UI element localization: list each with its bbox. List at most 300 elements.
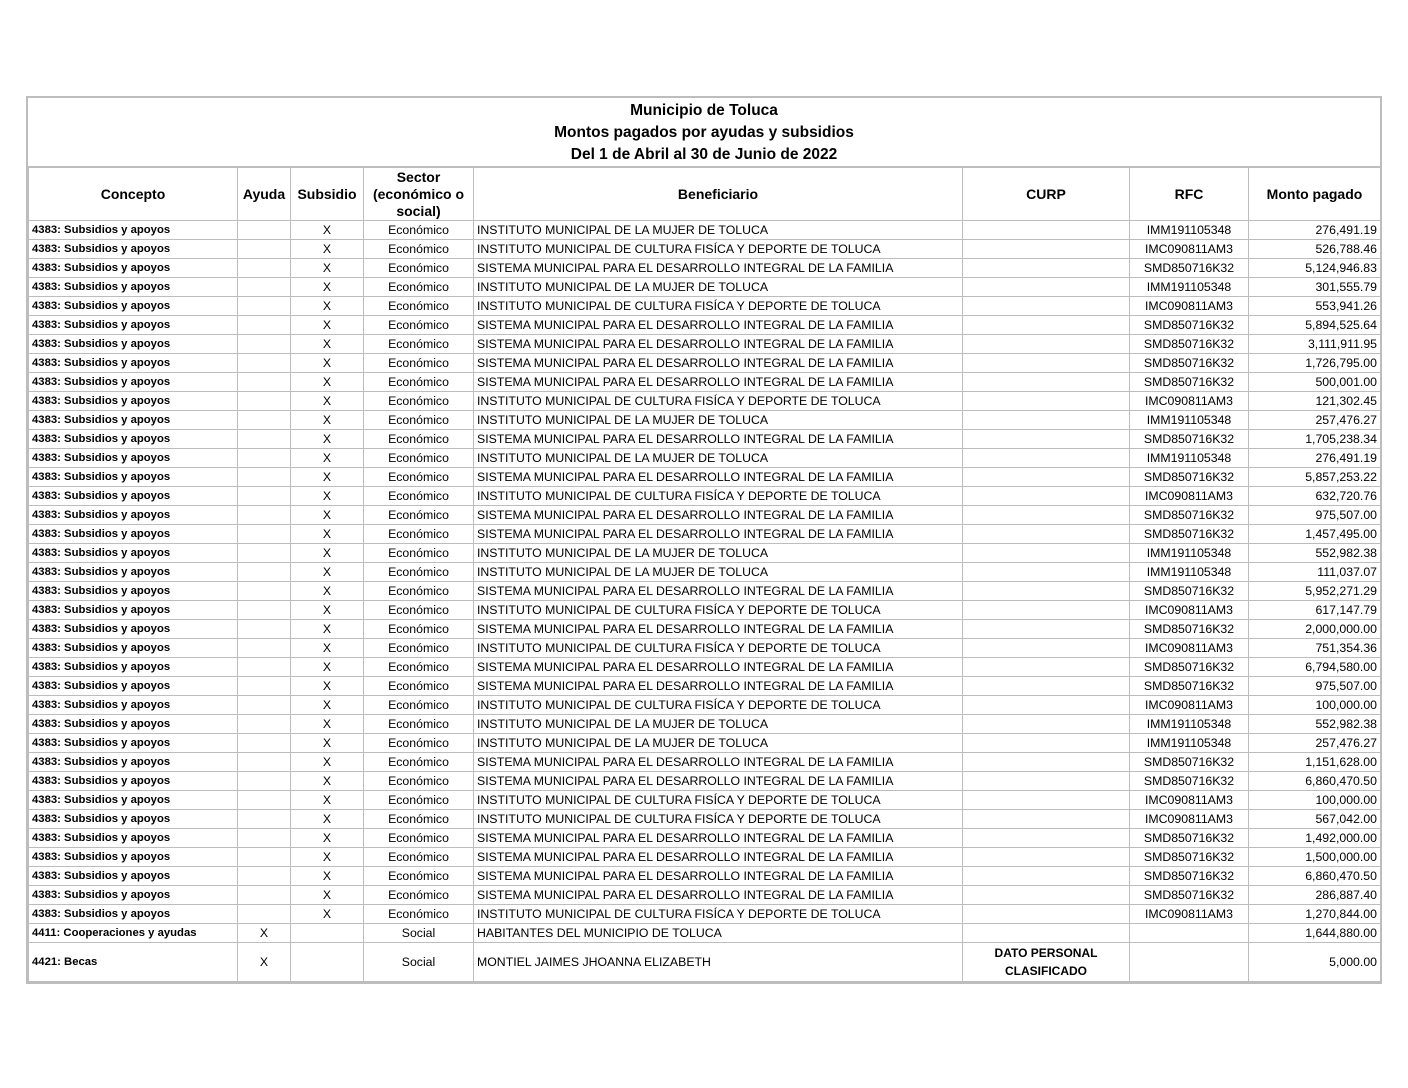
cell-monto: 751,354.36 xyxy=(1249,639,1381,658)
cell-monto: 3,111,911.95 xyxy=(1249,335,1381,354)
cell-rfc: IMM191105348 xyxy=(1130,715,1249,734)
cell-rfc: IMM191105348 xyxy=(1130,411,1249,430)
cell-curp xyxy=(963,677,1130,696)
cell-curp xyxy=(963,582,1130,601)
cell-rfc: IMC090811AM3 xyxy=(1130,905,1249,924)
cell-rfc: SMD850716K32 xyxy=(1130,867,1249,886)
cell-subsidio: X xyxy=(291,411,364,430)
cell-subsidio: X xyxy=(291,544,364,563)
cell-subsidio: X xyxy=(291,221,364,240)
cell-monto: 100,000.00 xyxy=(1249,791,1381,810)
table-row xyxy=(29,791,1381,810)
table-row xyxy=(29,601,1381,620)
cell-curp xyxy=(963,658,1130,677)
cell-rfc: IMM191105348 xyxy=(1130,221,1249,240)
cell-ayuda xyxy=(238,886,291,905)
cell-rfc: SMD850716K32 xyxy=(1130,354,1249,373)
cell-beneficiario: SISTEMA MUNICIPAL PARA EL DESARROLLO INTEGRAL DE LA FAMILIA xyxy=(474,582,963,601)
cell-beneficiario: SISTEMA MUNICIPAL PARA EL DESARROLLO INTEGRAL DE LA FAMILIA xyxy=(474,677,963,696)
cell-curp xyxy=(963,848,1130,867)
cell-curp xyxy=(963,373,1130,392)
cell-monto: 5,000.00 xyxy=(1249,943,1381,982)
cell-curp xyxy=(963,525,1130,544)
cell-subsidio: X xyxy=(291,316,364,335)
cell-rfc: IMC090811AM3 xyxy=(1130,240,1249,259)
cell-sector: Económico xyxy=(364,316,474,335)
cell-rfc: SMD850716K32 xyxy=(1130,582,1249,601)
cell-sector: Económico xyxy=(364,905,474,924)
cell-curp xyxy=(963,544,1130,563)
cell-sector: Económico xyxy=(364,259,474,278)
cell-sector: Económico xyxy=(364,734,474,753)
cell-ayuda xyxy=(238,867,291,886)
cell-ayuda xyxy=(238,240,291,259)
cell-rfc: SMD850716K32 xyxy=(1130,259,1249,278)
cell-monto: 553,941.26 xyxy=(1249,297,1381,316)
cell-monto: 975,507.00 xyxy=(1249,677,1381,696)
cell-rfc: SMD850716K32 xyxy=(1130,335,1249,354)
cell-ayuda xyxy=(238,829,291,848)
cell-subsidio: X xyxy=(291,335,364,354)
cell-concepto: 4383: Subsidios y apoyos xyxy=(29,468,238,487)
cell-beneficiario: SISTEMA MUNICIPAL PARA EL DESARROLLO INTEGRAL DE LA FAMILIA xyxy=(474,772,963,791)
cell-beneficiario: INSTITUTO MUNICIPAL DE LA MUJER DE TOLUCA xyxy=(474,221,963,240)
cell-subsidio: X xyxy=(291,620,364,639)
col-header-rfc: RFC xyxy=(1130,168,1249,221)
cell-sector: Económico xyxy=(364,430,474,449)
cell-subsidio xyxy=(291,924,364,943)
cell-concepto: 4383: Subsidios y apoyos xyxy=(29,829,238,848)
cell-concepto: 4383: Subsidios y apoyos xyxy=(29,734,238,753)
cell-ayuda xyxy=(238,715,291,734)
cell-ayuda xyxy=(238,506,291,525)
cell-rfc: SMD850716K32 xyxy=(1130,620,1249,639)
cell-subsidio: X xyxy=(291,848,364,867)
cell-sector: Social xyxy=(364,924,474,943)
cell-concepto: 4421: Becas xyxy=(29,943,238,982)
cell-subsidio: X xyxy=(291,392,364,411)
cell-subsidio: X xyxy=(291,658,364,677)
cell-beneficiario: INSTITUTO MUNICIPAL DE CULTURA FISÍCA Y DEPORTE DE TOLUCA xyxy=(474,905,963,924)
cell-rfc xyxy=(1130,924,1249,943)
table-row xyxy=(29,468,1381,487)
cell-ayuda: X xyxy=(238,924,291,943)
cell-monto: 567,042.00 xyxy=(1249,810,1381,829)
cell-ayuda xyxy=(238,677,291,696)
cell-concepto: 4411: Cooperaciones y ayudas xyxy=(29,924,238,943)
cell-beneficiario: INSTITUTO MUNICIPAL DE LA MUJER DE TOLUCA xyxy=(474,544,963,563)
table-row xyxy=(29,525,1381,544)
cell-sector: Económico xyxy=(364,297,474,316)
cell-rfc: IMC090811AM3 xyxy=(1130,487,1249,506)
cell-curp xyxy=(963,506,1130,525)
table-header-row xyxy=(29,168,1381,221)
table-row xyxy=(29,753,1381,772)
table-row xyxy=(29,335,1381,354)
col-header-ayuda: Ayuda xyxy=(238,168,291,221)
table-row xyxy=(29,734,1381,753)
cell-rfc xyxy=(1130,943,1249,982)
cell-ayuda xyxy=(238,905,291,924)
cell-sector: Económico xyxy=(364,582,474,601)
cell-rfc: IMC090811AM3 xyxy=(1130,601,1249,620)
table-row xyxy=(29,620,1381,639)
cell-sector: Económico xyxy=(364,468,474,487)
cell-beneficiario: SISTEMA MUNICIPAL PARA EL DESARROLLO INTEGRAL DE LA FAMILIA xyxy=(474,373,963,392)
cell-curp xyxy=(963,278,1130,297)
cell-monto: 111,037.07 xyxy=(1249,563,1381,582)
table-row xyxy=(29,810,1381,829)
cell-concepto: 4383: Subsidios y apoyos xyxy=(29,297,238,316)
table-row xyxy=(29,316,1381,335)
cell-monto: 257,476.27 xyxy=(1249,411,1381,430)
cell-monto: 286,887.40 xyxy=(1249,886,1381,905)
cell-sector: Económico xyxy=(364,677,474,696)
cell-rfc: SMD850716K32 xyxy=(1130,886,1249,905)
cell-rfc: SMD850716K32 xyxy=(1130,772,1249,791)
cell-ayuda xyxy=(238,639,291,658)
cell-ayuda xyxy=(238,354,291,373)
cell-rfc: SMD850716K32 xyxy=(1130,658,1249,677)
cell-beneficiario: INSTITUTO MUNICIPAL DE CULTURA FISÍCA Y DEPORTE DE TOLUCA xyxy=(474,601,963,620)
table-row xyxy=(29,677,1381,696)
cell-subsidio: X xyxy=(291,278,364,297)
cell-subsidio: X xyxy=(291,715,364,734)
cell-subsidio: X xyxy=(291,791,364,810)
cell-ayuda xyxy=(238,430,291,449)
cell-beneficiario: SISTEMA MUNICIPAL PARA EL DESARROLLO INTEGRAL DE LA FAMILIA xyxy=(474,867,963,886)
cell-beneficiario: INSTITUTO MUNICIPAL DE CULTURA FISÍCA Y DEPORTE DE TOLUCA xyxy=(474,392,963,411)
cell-concepto: 4383: Subsidios y apoyos xyxy=(29,772,238,791)
cell-curp xyxy=(963,772,1130,791)
cell-beneficiario: INSTITUTO MUNICIPAL DE LA MUJER DE TOLUCA xyxy=(474,278,963,297)
cell-sector: Económico xyxy=(364,772,474,791)
cell-monto: 5,894,525.64 xyxy=(1249,316,1381,335)
cell-concepto: 4383: Subsidios y apoyos xyxy=(29,221,238,240)
cell-sector: Social xyxy=(364,943,474,982)
cell-ayuda xyxy=(238,563,291,582)
cell-sector: Económico xyxy=(364,601,474,620)
cell-monto: 632,720.76 xyxy=(1249,487,1381,506)
cell-ayuda xyxy=(238,544,291,563)
cell-monto: 6,860,470.50 xyxy=(1249,772,1381,791)
cell-monto: 2,000,000.00 xyxy=(1249,620,1381,639)
cell-ayuda xyxy=(238,297,291,316)
cell-rfc: SMD850716K32 xyxy=(1130,525,1249,544)
cell-concepto: 4383: Subsidios y apoyos xyxy=(29,848,238,867)
cell-curp xyxy=(963,810,1130,829)
cell-rfc: SMD850716K32 xyxy=(1130,848,1249,867)
cell-beneficiario: INSTITUTO MUNICIPAL DE LA MUJER DE TOLUCA xyxy=(474,411,963,430)
cell-concepto: 4383: Subsidios y apoyos xyxy=(29,563,238,582)
cell-curp xyxy=(963,734,1130,753)
cell-monto: 301,555.79 xyxy=(1249,278,1381,297)
report-sheet xyxy=(26,96,1382,984)
cell-beneficiario: SISTEMA MUNICIPAL PARA EL DESARROLLO INTEGRAL DE LA FAMILIA xyxy=(474,658,963,677)
table-row xyxy=(29,297,1381,316)
cell-monto: 552,982.38 xyxy=(1249,544,1381,563)
cell-curp xyxy=(963,753,1130,772)
cell-ayuda xyxy=(238,772,291,791)
cell-sector: Económico xyxy=(364,525,474,544)
cell-ayuda xyxy=(238,221,291,240)
cell-rfc: IMC090811AM3 xyxy=(1130,392,1249,411)
cell-curp xyxy=(963,563,1130,582)
cell-sector: Económico xyxy=(364,810,474,829)
cell-concepto: 4383: Subsidios y apoyos xyxy=(29,677,238,696)
cell-ayuda xyxy=(238,791,291,810)
cell-beneficiario: SISTEMA MUNICIPAL PARA EL DESARROLLO INTEGRAL DE LA FAMILIA xyxy=(474,829,963,848)
cell-concepto: 4383: Subsidios y apoyos xyxy=(29,791,238,810)
cell-monto: 1,726,795.00 xyxy=(1249,354,1381,373)
cell-beneficiario: SISTEMA MUNICIPAL PARA EL DESARROLLO INTEGRAL DE LA FAMILIA xyxy=(474,259,963,278)
cell-beneficiario: SISTEMA MUNICIPAL PARA EL DESARROLLO INTEGRAL DE LA FAMILIA xyxy=(474,886,963,905)
cell-ayuda xyxy=(238,392,291,411)
cell-ayuda xyxy=(238,373,291,392)
payments-table xyxy=(28,167,1381,982)
cell-curp xyxy=(963,240,1130,259)
cell-monto: 500,001.00 xyxy=(1249,373,1381,392)
cell-subsidio: X xyxy=(291,259,364,278)
cell-monto: 121,302.45 xyxy=(1249,392,1381,411)
cell-beneficiario: MONTIEL JAIMES JHOANNA ELIZABETH xyxy=(474,943,963,982)
cell-concepto: 4383: Subsidios y apoyos xyxy=(29,601,238,620)
cell-concepto: 4383: Subsidios y apoyos xyxy=(29,905,238,924)
cell-rfc: IMC090811AM3 xyxy=(1130,791,1249,810)
cell-concepto: 4383: Subsidios y apoyos xyxy=(29,354,238,373)
cell-ayuda xyxy=(238,468,291,487)
cell-curp xyxy=(963,259,1130,278)
cell-ayuda xyxy=(238,411,291,430)
cell-monto: 276,491.19 xyxy=(1249,449,1381,468)
cell-subsidio: X xyxy=(291,487,364,506)
cell-rfc: IMC090811AM3 xyxy=(1130,297,1249,316)
cell-concepto: 4383: Subsidios y apoyos xyxy=(29,810,238,829)
cell-sector: Económico xyxy=(364,240,474,259)
cell-beneficiario: INSTITUTO MUNICIPAL DE LA MUJER DE TOLUCA xyxy=(474,715,963,734)
cell-monto: 100,000.00 xyxy=(1249,696,1381,715)
cell-monto: 617,147.79 xyxy=(1249,601,1381,620)
cell-curp xyxy=(963,354,1130,373)
cell-sector: Económico xyxy=(364,506,474,525)
cell-rfc: SMD850716K32 xyxy=(1130,468,1249,487)
cell-subsidio: X xyxy=(291,506,364,525)
cell-curp xyxy=(963,411,1130,430)
cell-concepto: 4383: Subsidios y apoyos xyxy=(29,867,238,886)
cell-concepto: 4383: Subsidios y apoyos xyxy=(29,411,238,430)
cell-curp xyxy=(963,791,1130,810)
cell-sector: Económico xyxy=(364,696,474,715)
cell-rfc: IMM191105348 xyxy=(1130,449,1249,468)
cell-monto: 1,457,495.00 xyxy=(1249,525,1381,544)
table-row xyxy=(29,715,1381,734)
cell-beneficiario: HABITANTES DEL MUNICIPIO DE TOLUCA xyxy=(474,924,963,943)
cell-sector: Económico xyxy=(364,373,474,392)
cell-curp xyxy=(963,430,1130,449)
cell-concepto: 4383: Subsidios y apoyos xyxy=(29,525,238,544)
table-row xyxy=(29,886,1381,905)
report-header xyxy=(28,98,1380,167)
cell-beneficiario: INSTITUTO MUNICIPAL DE LA MUJER DE TOLUCA xyxy=(474,734,963,753)
cell-monto: 526,788.46 xyxy=(1249,240,1381,259)
cell-ayuda xyxy=(238,696,291,715)
cell-monto: 552,982.38 xyxy=(1249,715,1381,734)
table-row xyxy=(29,259,1381,278)
cell-ayuda xyxy=(238,601,291,620)
cell-subsidio: X xyxy=(291,601,364,620)
cell-curp xyxy=(963,335,1130,354)
table-row xyxy=(29,487,1381,506)
table-row xyxy=(29,354,1381,373)
cell-sector: Económico xyxy=(364,278,474,297)
cell-concepto: 4383: Subsidios y apoyos xyxy=(29,392,238,411)
table-row xyxy=(29,221,1381,240)
cell-rfc: IMM191105348 xyxy=(1130,544,1249,563)
cell-monto: 6,860,470.50 xyxy=(1249,867,1381,886)
header-municipality: Municipio de Toluca xyxy=(630,102,778,119)
cell-ayuda: X xyxy=(238,943,291,982)
cell-monto: 276,491.19 xyxy=(1249,221,1381,240)
cell-concepto: 4383: Subsidios y apoyos xyxy=(29,373,238,392)
cell-rfc: SMD850716K32 xyxy=(1130,373,1249,392)
cell-monto: 1,705,238.34 xyxy=(1249,430,1381,449)
cell-ayuda xyxy=(238,810,291,829)
cell-sector: Económico xyxy=(364,753,474,772)
cell-curp xyxy=(963,392,1130,411)
col-header-monto: Monto pagado xyxy=(1249,168,1381,221)
cell-concepto: 4383: Subsidios y apoyos xyxy=(29,753,238,772)
table-row xyxy=(29,544,1381,563)
cell-beneficiario: SISTEMA MUNICIPAL PARA EL DESARROLLO INTEGRAL DE LA FAMILIA xyxy=(474,316,963,335)
cell-ayuda xyxy=(238,525,291,544)
cell-sector: Económico xyxy=(364,886,474,905)
cell-rfc: SMD850716K32 xyxy=(1130,430,1249,449)
cell-monto: 975,507.00 xyxy=(1249,506,1381,525)
cell-monto: 5,857,253.22 xyxy=(1249,468,1381,487)
cell-rfc: SMD850716K32 xyxy=(1130,829,1249,848)
cell-concepto: 4383: Subsidios y apoyos xyxy=(29,696,238,715)
table-row xyxy=(29,411,1381,430)
cell-ayuda xyxy=(238,487,291,506)
cell-concepto: 4383: Subsidios y apoyos xyxy=(29,316,238,335)
cell-monto: 6,794,580.00 xyxy=(1249,658,1381,677)
table-row xyxy=(29,658,1381,677)
cell-sector: Económico xyxy=(364,563,474,582)
cell-subsidio: X xyxy=(291,468,364,487)
cell-sector: Económico xyxy=(364,449,474,468)
cell-curp xyxy=(963,924,1130,943)
cell-subsidio: X xyxy=(291,354,364,373)
cell-curp xyxy=(963,905,1130,924)
cell-beneficiario: INSTITUTO MUNICIPAL DE CULTURA FISÍCA Y DEPORTE DE TOLUCA xyxy=(474,297,963,316)
cell-beneficiario: SISTEMA MUNICIPAL PARA EL DESARROLLO INTEGRAL DE LA FAMILIA xyxy=(474,848,963,867)
cell-monto: 1,270,844.00 xyxy=(1249,905,1381,924)
cell-subsidio: X xyxy=(291,240,364,259)
cell-subsidio: X xyxy=(291,905,364,924)
table-row xyxy=(29,943,1381,982)
cell-beneficiario: INSTITUTO MUNICIPAL DE LA MUJER DE TOLUCA xyxy=(474,563,963,582)
table-row xyxy=(29,449,1381,468)
cell-sector: Económico xyxy=(364,848,474,867)
cell-concepto: 4383: Subsidios y apoyos xyxy=(29,259,238,278)
cell-beneficiario: INSTITUTO MUNICIPAL DE CULTURA FISÍCA Y DEPORTE DE TOLUCA xyxy=(474,487,963,506)
cell-sector: Económico xyxy=(364,715,474,734)
cell-beneficiario: INSTITUTO MUNICIPAL DE CULTURA FISÍCA Y DEPORTE DE TOLUCA xyxy=(474,791,963,810)
cell-ayuda xyxy=(238,753,291,772)
table-row xyxy=(29,848,1381,867)
cell-subsidio: X xyxy=(291,430,364,449)
cell-sector: Económico xyxy=(364,392,474,411)
table-body xyxy=(29,221,1381,982)
cell-beneficiario: INSTITUTO MUNICIPAL DE CULTURA FISÍCA Y DEPORTE DE TOLUCA xyxy=(474,810,963,829)
cell-concepto: 4383: Subsidios y apoyos xyxy=(29,582,238,601)
cell-ayuda xyxy=(238,316,291,335)
cell-curp xyxy=(963,449,1130,468)
cell-sector: Económico xyxy=(364,411,474,430)
cell-beneficiario: SISTEMA MUNICIPAL PARA EL DESARROLLO INTEGRAL DE LA FAMILIA xyxy=(474,525,963,544)
cell-ayuda xyxy=(238,620,291,639)
header-period: Del 1 de Abril al 30 de Junio de 2022 xyxy=(570,146,838,163)
cell-beneficiario: INSTITUTO MUNICIPAL DE CULTURA FISÍCA Y DEPORTE DE TOLUCA xyxy=(474,639,963,658)
cell-concepto: 4383: Subsidios y apoyos xyxy=(29,449,238,468)
cell-monto: 1,151,628.00 xyxy=(1249,753,1381,772)
cell-rfc: IMM191105348 xyxy=(1130,278,1249,297)
table-row xyxy=(29,240,1381,259)
table-row xyxy=(29,639,1381,658)
cell-sector: Económico xyxy=(364,354,474,373)
cell-ayuda xyxy=(238,734,291,753)
cell-concepto: 4383: Subsidios y apoyos xyxy=(29,487,238,506)
cell-subsidio: X xyxy=(291,772,364,791)
cell-sector: Económico xyxy=(364,639,474,658)
cell-subsidio: X xyxy=(291,886,364,905)
table-row xyxy=(29,506,1381,525)
cell-beneficiario: SISTEMA MUNICIPAL PARA EL DESARROLLO INTEGRAL DE LA FAMILIA xyxy=(474,335,963,354)
cell-rfc: SMD850716K32 xyxy=(1130,677,1249,696)
cell-rfc: IMM191105348 xyxy=(1130,734,1249,753)
cell-subsidio: X xyxy=(291,753,364,772)
cell-beneficiario: SISTEMA MUNICIPAL PARA EL DESARROLLO INTEGRAL DE LA FAMILIA xyxy=(474,468,963,487)
cell-rfc: IMC090811AM3 xyxy=(1130,639,1249,658)
cell-subsidio: X xyxy=(291,582,364,601)
cell-monto: 257,476.27 xyxy=(1249,734,1381,753)
cell-sector: Económico xyxy=(364,829,474,848)
cell-curp xyxy=(963,715,1130,734)
cell-curp xyxy=(963,886,1130,905)
cell-ayuda xyxy=(238,259,291,278)
cell-monto: 1,644,880.00 xyxy=(1249,924,1381,943)
cell-subsidio: X xyxy=(291,563,364,582)
cell-sector: Económico xyxy=(364,620,474,639)
cell-concepto: 4383: Subsidios y apoyos xyxy=(29,639,238,658)
table-row xyxy=(29,563,1381,582)
cell-curp xyxy=(963,316,1130,335)
cell-sector: Económico xyxy=(364,487,474,506)
cell-subsidio: X xyxy=(291,867,364,886)
table-row xyxy=(29,278,1381,297)
cell-monto: 1,500,000.00 xyxy=(1249,848,1381,867)
cell-subsidio: X xyxy=(291,297,364,316)
cell-curp xyxy=(963,620,1130,639)
cell-ayuda xyxy=(238,848,291,867)
col-header-beneficiario: Beneficiario xyxy=(474,168,963,221)
table-row xyxy=(29,905,1381,924)
cell-concepto: 4383: Subsidios y apoyos xyxy=(29,658,238,677)
cell-rfc: SMD850716K32 xyxy=(1130,506,1249,525)
cell-beneficiario: SISTEMA MUNICIPAL PARA EL DESARROLLO INTEGRAL DE LA FAMILIA xyxy=(474,430,963,449)
cell-rfc: IMC090811AM3 xyxy=(1130,696,1249,715)
cell-beneficiario: SISTEMA MUNICIPAL PARA EL DESARROLLO INTEGRAL DE LA FAMILIA xyxy=(474,354,963,373)
